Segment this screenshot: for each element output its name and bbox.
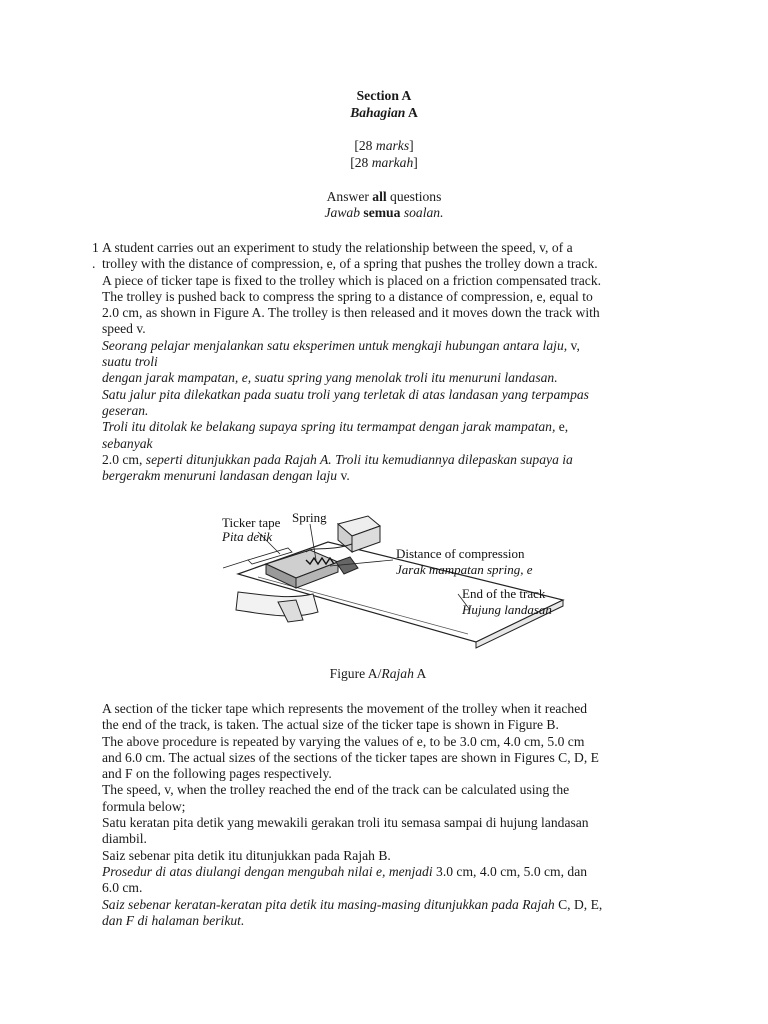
- answer-post: questions: [386, 189, 442, 204]
- label-end-track: End of the track: [462, 586, 546, 601]
- malay-var: v,: [567, 337, 580, 353]
- malay-text: Seorang pelajar menjalankan satu eksperimen untuk mengkaji hubungan antara laju,: [102, 337, 568, 353]
- question-line: 2.0 cm, as shown in Figure A. The trolley is then released and it moves down the track with: [102, 305, 600, 321]
- malay-line: geseran.: [102, 402, 149, 418]
- malay-value: 2.0 cm,: [102, 451, 143, 467]
- figure-a: [218, 502, 598, 652]
- malay-text: Troli itu ditolak ke belakang supaya spring itu termampat dengan jarak mampatan,: [102, 419, 556, 435]
- label-pita-detik: Pita detik: [222, 529, 273, 544]
- jawab-bold: semua: [360, 205, 401, 220]
- markah-line: [0, 155, 768, 171]
- question-line: trolley with the distance of compression, e, of a spring that pushes the trolley down a track.: [102, 256, 598, 272]
- continuation-body: [102, 701, 682, 929]
- caption-italic: Rajah: [381, 666, 414, 681]
- continuation-line: and F on the following pages respectively.: [102, 766, 332, 782]
- label-ticker-tape: Ticker tape: [222, 515, 281, 530]
- marks-line: [0, 138, 768, 154]
- marks-close: ]: [409, 138, 414, 153]
- malay-values: 3.0 cm, 4.0 cm, 5.0 cm, dan: [432, 863, 588, 879]
- continuation-line: diambil.: [102, 831, 147, 847]
- question-number-digit: 1: [92, 240, 99, 255]
- continuation-malay-line: [102, 864, 682, 880]
- label-jarak: Jarak mampatan spring, e: [396, 562, 533, 577]
- malay-text: Prosedur di atas diulangi dengan mengubah nilai e, menjadi: [102, 863, 433, 879]
- instruction-en: [0, 189, 768, 205]
- continuation-line: formula below;: [102, 798, 186, 814]
- malay-line: Satu jalur pita dilekatkan pada suatu troli yang terletak di atas landasan yang terpampas: [102, 386, 589, 402]
- malay-var: v.: [337, 468, 350, 484]
- caption-pre: Figure A/: [329, 666, 382, 681]
- malay-line: [102, 452, 682, 468]
- question-line: A student carries out an experiment to study the relationship between the speed, v, of a: [102, 240, 573, 255]
- malay-line: dengan jarak mampatan, e, suatu spring yang menolak troli itu menuruni landasan.: [102, 370, 558, 386]
- question-number-dot: .: [92, 256, 96, 272]
- question-line: The trolley is pushed back to compress the spring to a distance of compression, e, equal to: [102, 288, 593, 304]
- answer-pre: Answer: [326, 189, 373, 204]
- continuation-line: Satu keratan pita detik yang mewakili gerakan troli itu semasa sampai di hujung landasan: [102, 815, 589, 831]
- jawab-post: soalan.: [400, 205, 444, 220]
- section-subtitle: [0, 105, 768, 121]
- section-title: Section A: [356, 88, 412, 103]
- question-body: [102, 240, 682, 484]
- continuation-line: The above procedure is repeated by varying the values of e, to be 3.0 cm, 4.0 cm, 5.0 cm: [102, 733, 585, 749]
- question-number: [92, 240, 99, 273]
- figure-caption: [0, 666, 762, 682]
- malay-line: [102, 419, 682, 435]
- continuation-line: and 6.0 cm. The actual sizes of the sections of the ticker tapes are shown in Figures C, D, E: [102, 749, 599, 765]
- malay-line: sebanyak: [102, 435, 153, 451]
- label-hujung: Hujung landasan: [462, 602, 552, 617]
- malay-text: seperti ditunjukkan pada Rajah A. Troli itu kemudiannya dilepaskan supaya ia: [142, 451, 573, 467]
- continuation-line: the end of the track, is taken. The actual size of the ticker tape is shown in Figure B.: [102, 717, 559, 733]
- label-spring: Spring: [292, 510, 327, 525]
- bahagian-word: Bahagian: [350, 105, 406, 120]
- malay-values: C, D, E,: [554, 896, 603, 912]
- caption-post: A: [413, 666, 427, 681]
- label-distance: Distance of compression: [396, 546, 525, 561]
- marks-open: [28: [354, 138, 376, 153]
- markah-open: [28: [350, 155, 372, 170]
- bahagian-letter: A: [405, 105, 418, 120]
- answer-bold: all: [372, 189, 387, 204]
- question-line: A piece of ticker tape is fixed to the trolley which is placed on a friction compensated track.: [102, 272, 602, 288]
- malay-var: e,: [555, 419, 569, 435]
- continuation-malay-line: dan F di halaman berikut.: [102, 912, 245, 928]
- markah-close: ]: [413, 155, 418, 170]
- instruction-ms: [0, 205, 768, 221]
- continuation-line: Saiz sebenar pita detik itu ditunjukkan pada Rajah B.: [102, 847, 391, 863]
- continuation-line: A section of the ticker tape which represents the movement of the trolley when it reached: [102, 701, 588, 716]
- malay-line: [102, 338, 682, 354]
- continuation-line: The speed, v, when the trolley reached the end of the track can be calculated using the: [102, 782, 570, 798]
- jawab-pre: Jawab: [324, 205, 361, 220]
- continuation-malay-line: 6.0 cm.: [102, 880, 143, 896]
- marks-word: marks: [375, 138, 410, 153]
- question-line: speed v.: [102, 321, 146, 337]
- malay-line: suatu troli: [102, 354, 158, 370]
- malay-line: [102, 468, 682, 484]
- malay-text: bergerakm menuruni landasan dengan laju: [102, 468, 338, 484]
- malay-text: Saiz sebenar keratan-keratan pita detik itu masing-masing ditunjukkan pada Rajah: [102, 896, 555, 912]
- continuation-malay-line: [102, 897, 682, 913]
- markah-word: markah: [371, 155, 414, 170]
